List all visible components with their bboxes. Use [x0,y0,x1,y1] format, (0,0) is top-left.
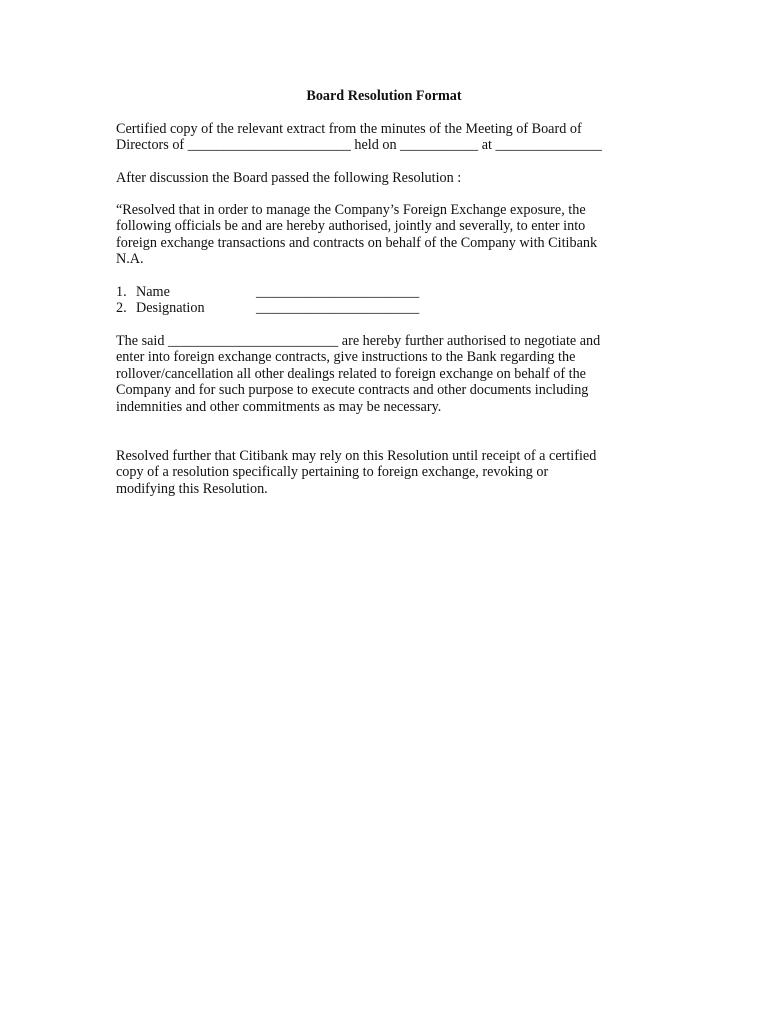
paragraph-line: Certified copy of the relevant extract from the minutes of the Meeting of Board of [116,121,582,137]
paragraph-line: enter into foreign exchange contracts, give instructions to the Bank regarding the [116,349,576,366]
paragraph-line: copy of a resolution specifically pertaining to foreign exchange, revoking or [116,464,549,481]
fill-in-blank: _______________________ [256,300,420,317]
paragraph-line: The said ________________________ are hereby further authorised to negotiate and [116,333,601,349]
fill-in-blank: _______________________ [256,284,420,300]
paragraph-line: After discussion the Board passed the following Resolution : [116,170,462,186]
paragraph-line: N.A. [116,251,144,268]
paragraph-line: following officials be and are hereby authorised, jointly and severally, to enter into [116,218,586,235]
resolved-further-paragraph [116,448,656,497]
list-item-designation [116,300,456,316]
resolution-paragraph [116,202,656,268]
paragraph-line: Resolved further that Citibank may rely on this Resolution until receipt of a certified [116,448,597,464]
list-label: Designation [136,300,205,317]
paragraph-line: foreign exchange transactions and contracts on behalf of the Company with Citibank [116,234,598,251]
paragraph-line: Directors of _______________________ held on ___________ at _______________ [116,137,602,154]
paragraph-line: rollover/cancellation all other dealings related to foreign exchange on behalf of the [116,365,586,382]
paragraph-line: Company and for such purpose to execute contracts and other documents including [116,382,589,399]
document-title: Board Resolution Format [306,88,462,104]
officials-list [116,284,456,317]
paragraph-line: modifying this Resolution. [116,480,268,497]
paragraph-line: indemnities and other commitments as may be necessary. [116,398,442,415]
list-number: 1. [116,284,127,300]
certified-copy-paragraph [116,121,656,154]
authorisation-paragraph [116,333,656,415]
list-number: 2. [116,300,127,317]
paragraph-line: “Resolved that in order to manage the Company’s Foreign Exchange exposure, the [116,202,586,218]
list-item-name [116,284,456,300]
list-label: Name [136,284,170,300]
discussion-paragraph [116,170,656,186]
